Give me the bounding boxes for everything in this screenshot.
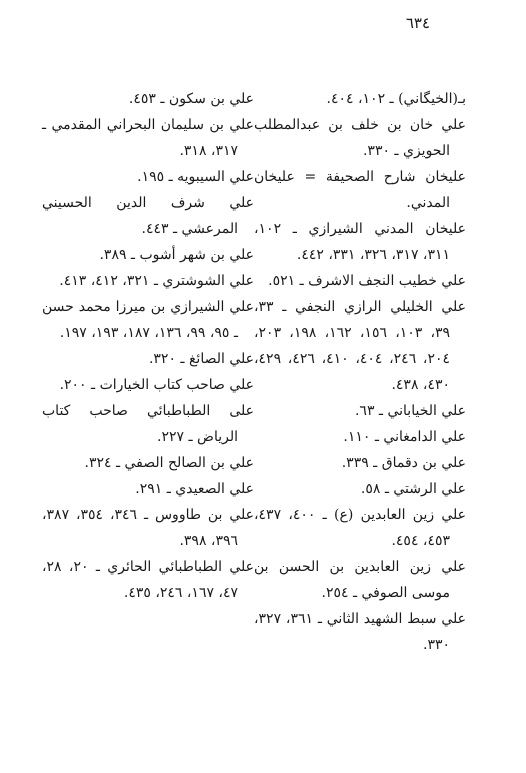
index-entry: علي بن الصالح الصفي ـ ٣٢٤.	[84, 455, 254, 471]
index-entry: على الطباطبائي صاحب كتاب الرياض ـ ٢٢٧.	[42, 403, 254, 445]
index-entry: علي زين العابدين بن الحسن بن موسى الصوفي ـ ٢٥٤.	[254, 559, 466, 601]
index-entry: علي الشيرازي بن ميرزا محمد حسن ـ ٩٥، ٩٩، ١٣٦، ١٨٧، ١٩٣، ١٩٧.	[42, 299, 254, 341]
index-entry: علي الصائغ ـ ٣٢٠.	[148, 351, 254, 367]
index-entry: عليخان المدني الشيرازي ـ ١٠٢، ٣١١، ٣١٧، ٣٢٦، ٣٣١، ٤٤٢.	[254, 221, 466, 263]
index-entry: علي بن دقماق ـ ٣٣٩.	[341, 455, 466, 471]
index-entry: علي الصعيدي ـ ٢٩١.	[135, 481, 254, 497]
index-entry: علي الخليلي الرازي النجفي ـ ٣٣، ٣٩، ١٠٣، ١٥٦، ١٦٢، ١٩٨، ٢٠٣، ٢٠٤، ٢٤٦، ٤٠٤، ٤١٠، ٤٢٦، ٤٢٩، ٤٣٠، ٤٣٨.	[254, 299, 466, 393]
index-entry: علي الخياباني ـ ٦٣.	[354, 403, 466, 419]
index-entry: علي سبط الشهيد الثاني ـ ٣٦١، ٣٢٧، ٣٣٠.	[254, 611, 466, 653]
index-entry: علي الرشتي ـ ٥٨.	[360, 481, 466, 497]
index-entry: علي بن سكون ـ ٤٥٣.	[128, 91, 254, 107]
index-entry: عليخان شارح الصحيفة = عليخان المدني.	[254, 169, 466, 211]
page-number: ٦٣٤	[405, 14, 430, 32]
index-entry: علي الشوشتري ـ ٣٢١، ٤١٢، ٤١٣.	[59, 273, 254, 289]
index-entry: علي الطباطبائي الحائري ـ ٢٠، ٢٨، ٤٧، ١٦٧، ٢٤٦، ٤٣٥.	[42, 559, 254, 601]
index-entry: علي شرف الدين الحسيني المرعشي ـ ٤٤٣.	[42, 195, 254, 237]
index-entry: علي الدامغاني ـ ١١٠.	[343, 429, 466, 445]
index-entry: بـ(الخيگاني) ـ ١٠٢، ٤٠٤.	[326, 91, 466, 107]
index-column-right	[254, 86, 466, 658]
index-entry: علي خطيب النجف الاشرف ـ ٥٢١.	[268, 273, 466, 289]
index-entry: علي زين العابدين (ع) ـ ٤٠٠، ٤٣٧، ٤٥٣، ٤٥٤.	[254, 507, 467, 549]
index-entry: علي بن سليمان البحراني المقدمي ـ ٣١٧، ٣١٨.	[42, 117, 254, 159]
index-column-left	[42, 86, 254, 606]
index-entry: علي السيبويه ـ ١٩٥.	[137, 169, 254, 185]
index-entry: علي صاحب كتاب الخيارات ـ ٢٠٠.	[59, 377, 254, 393]
index-entry: علي بن طاووس ـ ٣٤٦، ٣٥٤، ٣٨٧، ٣٩٦، ٣٩٨.	[42, 507, 254, 549]
index-entry: علي خان بن خلف بن عبدالمطلب الحويزي ـ ٣٣٠.	[254, 117, 466, 159]
index-entry: علي بن شهر أشوب ـ ٣٨٩.	[99, 247, 254, 263]
